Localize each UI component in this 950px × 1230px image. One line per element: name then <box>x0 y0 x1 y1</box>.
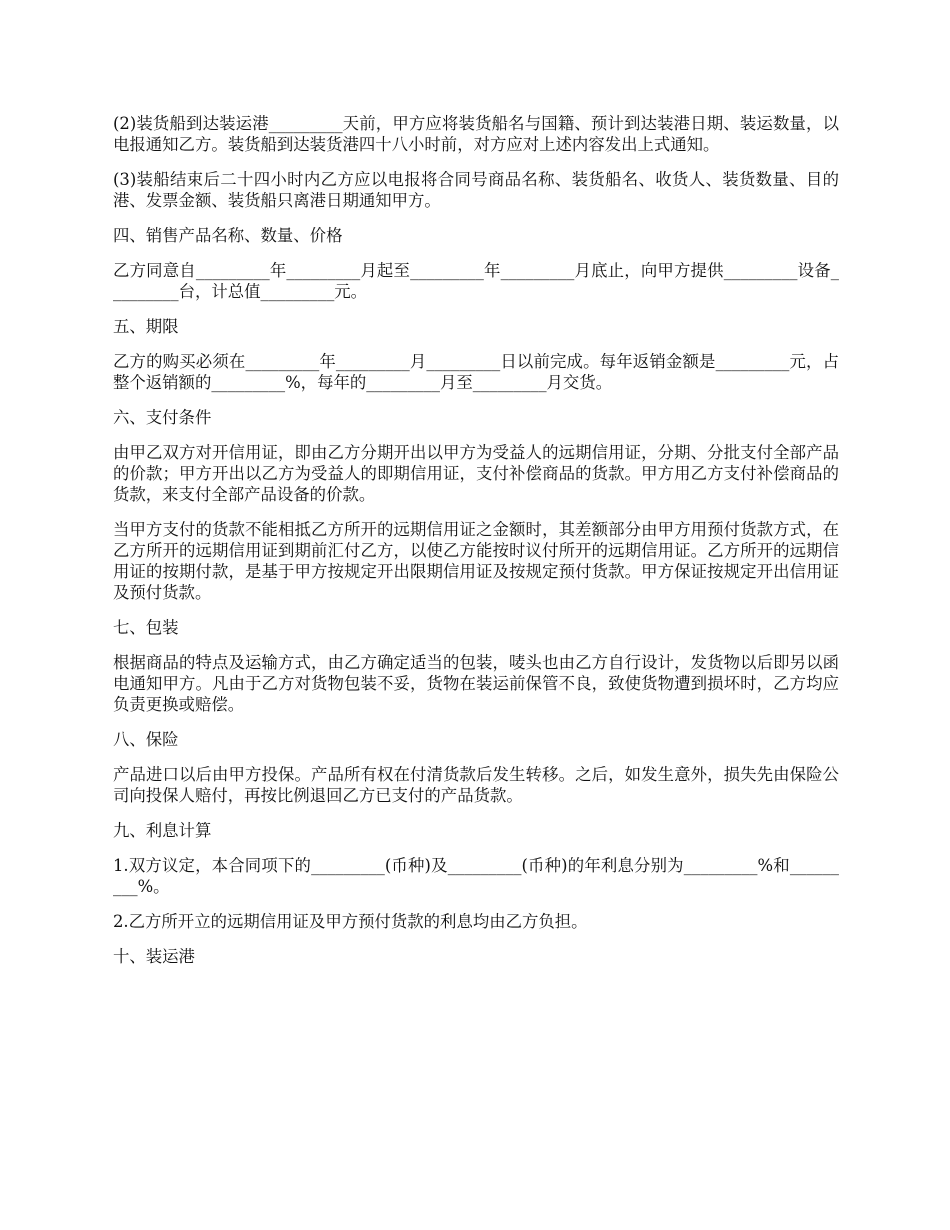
section-heading: 四、销售产品名称、数量、价格 <box>113 226 343 245</box>
clause-paragraph: (3)装船结束后二十四小时内乙方应以电报将合同号商品名称、装货船名、收货人、装货数量、目的港、发票金额、装货船只离港日期通知甲方。 <box>113 170 839 210</box>
clause-paragraph: (2)装货船到达装运港_________天前，甲方应将装货船名与国籍、预计到达装港日期、装运数量，以电报通知乙方。装货船到达装货港四十八小时前，对方应对上述内容发出上式通知。 <box>113 114 839 154</box>
clause-paragraph: 当甲方支付的货款不能相抵乙方所开的远期信用证之金额时，其差额部分由甲方用预付货款方式，在乙方所开的远期信用证到期前汇付乙方，以使乙方能按时议付所开的远期信用证。乙方所开的远期信用证的按期付款，是基于甲方按规定开出限期信用证及按规定预付货款。甲方保证按规定开出信用证及预付货款。 <box>113 520 839 602</box>
clause-paragraph: 2.乙方所开立的远期信用证及甲方预付货款的利息均由乙方负担。 <box>113 912 588 931</box>
clause-paragraph: 由甲乙双方对开信用证，即由乙方分期开出以甲方为受益人的远期信用证，分期、分批支付全部产品的价款；甲方开出以乙方为受益人的即期信用证，支付补偿商品的货款。甲方用乙方支付补偿商品的货款，来支付全部产品设备的价款。 <box>113 443 839 504</box>
clause-paragraph: 产品进口以后由甲方投保。产品所有权在付清货款后发生转移。之后，如发生意外，损失先由保险公司向投保人赔付，再按比例退回乙方已支付的产品货款。 <box>113 765 839 805</box>
section-heading: 九、利息计算 <box>113 821 212 840</box>
clause-paragraph: 乙方同意自_________年_________月起至_________年_________月底止，向甲方提供_________设备_________台，计总值_________元。 <box>113 261 839 301</box>
section-heading: 八、保险 <box>113 730 179 749</box>
clause-paragraph: 1.双方议定，本合同项下的_________(币种)及_________(币种)的年利息分别为_________%和_________%。 <box>113 856 839 896</box>
section-heading: 七、包装 <box>113 618 179 637</box>
section-heading: 六、支付条件 <box>113 408 212 427</box>
document-page <box>113 113 839 981</box>
clause-paragraph: 乙方的购买必须在_________年_________月_________日以前完成。每年返销金额是_________元，占整个返销额的_________%，每年的_________月至_________月交货。 <box>113 352 839 392</box>
section-heading: 十、装运港 <box>113 947 195 966</box>
section-heading: 五、期限 <box>113 317 179 336</box>
clause-paragraph: 根据商品的特点及运输方式，由乙方确定适当的包装，唛头也由乙方自行设计，发货物以后即另以函电通知甲方。凡由于乙方对货物包装不妥，货物在装运前保管不良，致使货物遭到损坏时，乙方均应负责更换或赔偿。 <box>113 653 839 714</box>
